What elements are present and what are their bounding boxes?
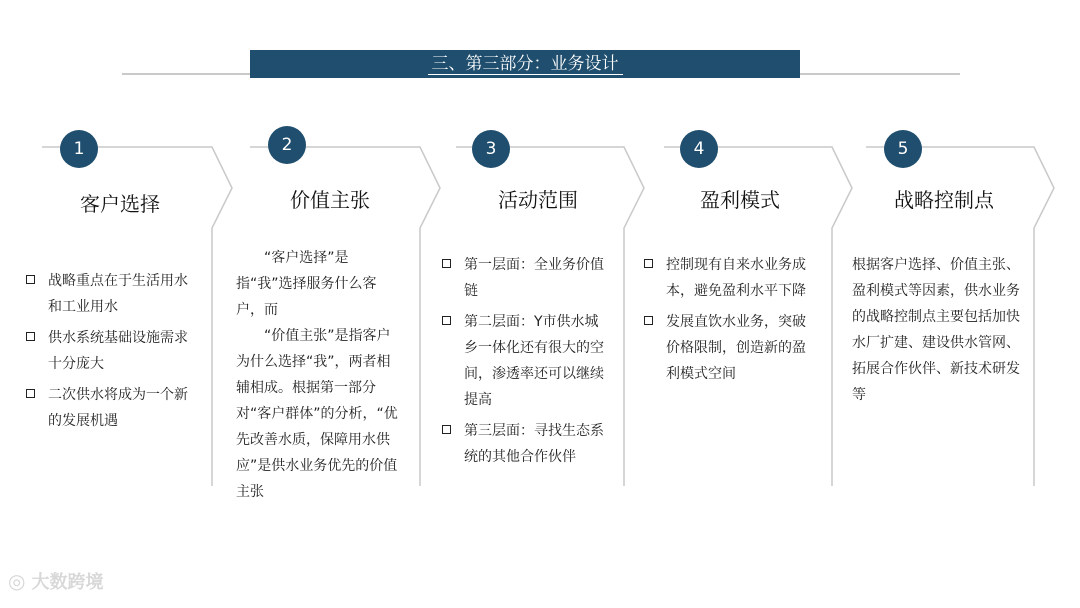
step-number-badge: 1 — [60, 130, 98, 168]
list-item: 控制现有自来水业务成本，避免盈利水平下降 — [644, 252, 810, 304]
list-item: 第一层面：全业务价值链 — [442, 252, 610, 304]
column-heading: 活动范围 — [498, 188, 578, 212]
step-number-badge: 4 — [680, 130, 718, 168]
step-number-badge: 2 — [268, 126, 306, 164]
watermark-text: 大数跨境 — [31, 572, 104, 593]
section-title: 三、第三部分：业务设计 — [428, 54, 623, 75]
list-item: 发展直饮水业务，突破价格限制，创造新的盈利模式空间 — [644, 309, 810, 387]
list-item: 第三层面：寻找生态系统的其他合作伙伴 — [442, 418, 610, 470]
column-body — [852, 252, 1022, 408]
watermark-logo-icon: ◎ — [8, 569, 26, 593]
paragraph: “客户选择”是指“我”选择服务什么客户，而 — [236, 250, 377, 318]
step-number-badge: 5 — [884, 130, 922, 168]
list-item: 第二层面：Y市供水城乡一体化还有很大的空间，渗透率还可以继续提高 — [442, 309, 610, 413]
paragraph: “价值主张”是指客户为什么选择“我”，两者相辅相成。根据第一部分对“客户群体”的分析，“优先改善水质，保障用水供应”是供水业务优先的价值主张 — [236, 328, 398, 500]
column-heading: 盈利模式 — [700, 188, 780, 212]
watermark — [8, 568, 103, 594]
column-heading: 价值主张 — [290, 188, 370, 212]
column-heading: 战略控制点 — [894, 188, 994, 212]
list-item: 二次供水将成为一个新的发展机遇 — [26, 382, 192, 434]
paragraph: 根据客户选择、价值主张、盈利模式等因素，供水业务的战略控制点主要包括加快水厂扩建、建设供水管网、拓展合作伙伴、新技术研发等 — [852, 257, 1020, 403]
step-number-badge: 3 — [472, 130, 510, 168]
list-item: 战略重点在于生活用水和工业用水 — [26, 268, 192, 320]
list-item: 供水系统基础设施需求十分庞大 — [26, 325, 192, 377]
column-heading: 客户选择 — [80, 192, 160, 216]
